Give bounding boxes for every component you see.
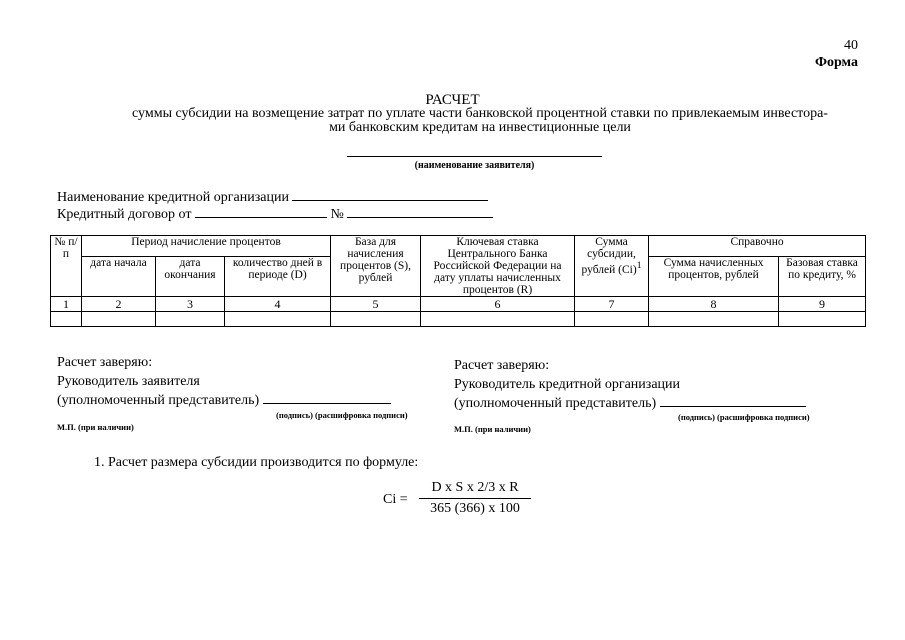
col-number-cell: 3 (156, 297, 225, 312)
table-cell[interactable] (82, 312, 156, 327)
right-role: Руководитель кредитной организации (454, 377, 681, 392)
table-cell[interactable] (779, 312, 866, 327)
right-stamp-note: М.П. (при наличии) (454, 424, 531, 434)
calculation-table (50, 235, 866, 327)
contract-number-blank[interactable] (347, 206, 493, 218)
col-number-cell: 8 (649, 297, 779, 312)
formula-numerator: D x S x 2/3 x R (419, 480, 531, 499)
right-certify: Расчет заверяю: (454, 358, 550, 373)
header-reference-group: Справочно (649, 236, 866, 257)
number-sign: № (330, 207, 344, 222)
table-cell[interactable] (156, 312, 225, 327)
col-number-cell: 9 (779, 297, 866, 312)
col-number-cell: 4 (225, 297, 331, 312)
table-cell[interactable] (421, 312, 575, 327)
left-rep: (уполномоченный представитель) (57, 393, 260, 408)
header-end-date: дата окончания (156, 256, 225, 296)
document-title: РАСЧЕТ (425, 92, 480, 108)
applicant-caption: (наименование заявителя) (414, 160, 535, 171)
subtitle-line-2: ми банковским кредитам на инвестиционные цели (329, 120, 631, 135)
credit-org-row (57, 189, 488, 206)
formula-lhs: Ci = (383, 492, 408, 507)
left-role: Руководитель заявителя (57, 374, 200, 389)
col-number-cell: 7 (575, 297, 649, 312)
left-sign-caption: (подпись) (расшифровка подписи) (276, 410, 408, 420)
col-number-cell: 1 (51, 297, 82, 312)
table-header-row-1 (51, 236, 866, 257)
left-rep-row (57, 391, 391, 410)
left-signature-block (57, 353, 391, 410)
left-stamp-note: М.П. (при наличии) (57, 422, 134, 432)
header-days: количество дней в периоде (D) (225, 256, 331, 296)
right-rep: (уполномоченный представитель) (454, 396, 657, 411)
formula-fraction (419, 480, 531, 517)
col-number-cell: 6 (421, 297, 575, 312)
contract-label: Кредитный договор от (57, 207, 192, 222)
header-num: № п/п (51, 236, 82, 297)
table-cell[interactable] (575, 312, 649, 327)
header-accrued-interest: Сумма начисленных процентов, рублей (649, 256, 779, 296)
left-signature-blank[interactable] (263, 392, 391, 404)
right-signature-block (454, 356, 806, 413)
right-sign-caption: (подпись) (расшифровка подписи) (678, 412, 810, 422)
column-number-row (51, 297, 866, 312)
contract-date-blank[interactable] (195, 206, 327, 218)
table-cell[interactable] (225, 312, 331, 327)
header-base-rate: Базовая ставка по кредиту, % (779, 256, 866, 296)
credit-org-label: Наименование кредитной организации (57, 190, 289, 205)
right-rep-row (454, 394, 806, 413)
header-subsidy-sum: Сумма субсидии, рублей $(Ci)^1$ (575, 236, 649, 297)
left-certify: Расчет заверяю: (57, 355, 153, 370)
header-start-date: дата начала (82, 256, 156, 296)
header-base: База для начисления процентов (S), рублей (331, 236, 421, 297)
document-subtitle (95, 107, 865, 135)
col-number-cell: 2 (82, 297, 156, 312)
footnote-mark: 1 (636, 260, 642, 271)
table-cell[interactable] (331, 312, 421, 327)
right-signature-blank[interactable] (660, 395, 806, 407)
subtitle-line-1: суммы субсидии на возмещение затрат по уплате части банковской процентной ставки по привлекаемым инвестора- (132, 106, 828, 121)
col-number-cell: 5 (331, 297, 421, 312)
table-cell[interactable] (51, 312, 82, 327)
formula-denominator: 365 (366) x 100 (430, 501, 520, 516)
header-key-rate: Ключевая ставка Центрального Банка Российской Федерации на дату уплаты начисленных процентов (R) (421, 236, 575, 297)
page-number: 40 (844, 38, 858, 53)
formula-intro: 1. Расчет размера субсидии производится по формуле: (94, 455, 419, 470)
table-cell[interactable] (649, 312, 779, 327)
header-period-group: Период начисление процентов (82, 236, 331, 257)
applicant-name-line[interactable] (347, 156, 602, 157)
contract-row (57, 206, 493, 223)
form-label: Форма (814, 55, 858, 70)
credit-org-blank[interactable] (292, 189, 488, 201)
table-row (51, 312, 866, 327)
